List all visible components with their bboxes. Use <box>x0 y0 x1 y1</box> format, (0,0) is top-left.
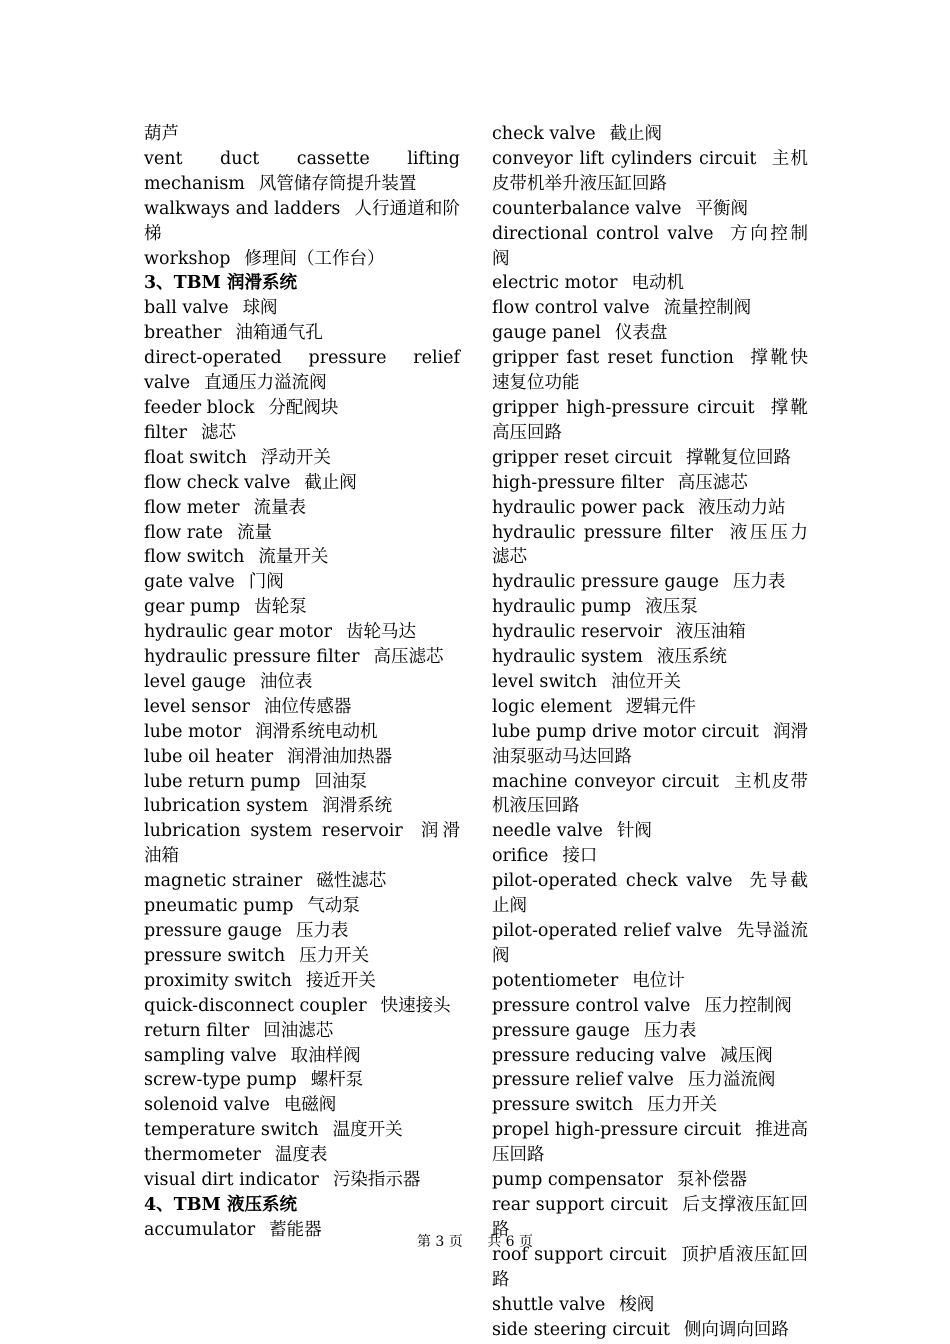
term-chinese: 润滑油加热器 <box>287 746 393 767</box>
term-chinese: 齿轮马达 <box>345 622 416 643</box>
term-chinese: 压力表 <box>643 1020 697 1041</box>
term-english: temperature switch <box>144 1120 319 1141</box>
term-english: electric motor <box>492 273 618 294</box>
term-chinese: 接近开关 <box>305 970 376 991</box>
glossary-entry <box>492 620 808 645</box>
glossary-entry <box>492 844 808 869</box>
term-chinese: 回油滤芯 <box>263 1020 334 1041</box>
term-english: side steering circuit <box>492 1319 670 1340</box>
term-english: hydraulic pressure filter <box>492 522 713 543</box>
term-chinese: 液压泵 <box>645 597 698 618</box>
glossary-entry <box>144 147 460 197</box>
glossary-entry <box>492 1118 808 1168</box>
term-chinese: 润滑系统 <box>322 796 393 817</box>
glossary-entry <box>492 147 808 197</box>
term-chinese: 门阀 <box>248 572 284 593</box>
term-chinese: 逻辑元件 <box>625 696 696 717</box>
glossary-entry <box>144 819 460 869</box>
term-chinese: 取油样阀 <box>290 1045 361 1066</box>
term-chinese: 流量控制阀 <box>663 298 752 319</box>
term-english: direct-operated pressure relief valve <box>144 348 460 394</box>
glossary-entry <box>492 396 808 446</box>
glossary-entry <box>492 670 808 695</box>
glossary-entry <box>492 994 808 1019</box>
term-english: pressure reducing valve <box>492 1045 707 1066</box>
term-english: flow rate <box>144 522 223 543</box>
term-english: pressure switch <box>144 945 286 966</box>
term-english: machine conveyor circuit <box>492 771 720 792</box>
term-chinese: 针阀 <box>616 821 652 842</box>
term-english: hydraulic reservoir <box>492 622 662 643</box>
glossary-entry <box>492 819 808 844</box>
glossary-entry <box>492 446 808 471</box>
term-chinese: 流量 <box>236 522 272 543</box>
term-chinese: 液压动力站 <box>698 497 786 518</box>
glossary-entry <box>492 1168 808 1193</box>
page-footer <box>0 1231 950 1251</box>
page-total: 共 6 页 <box>487 1234 534 1250</box>
glossary-entry <box>144 247 460 272</box>
term-english: directional control valve <box>492 223 714 244</box>
term-chinese: 撑靴复位回路 <box>685 447 791 468</box>
term-english: walkways and ladders <box>144 198 341 219</box>
glossary-entry <box>492 595 808 620</box>
term-english: orifice <box>492 846 549 867</box>
term-english: gate valve <box>144 572 235 593</box>
term-chinese: 截止阀 <box>609 124 663 144</box>
term-chinese: 压力控制阀 <box>704 995 792 1016</box>
glossary-entry <box>144 471 460 496</box>
term-chinese: 球阀 <box>242 298 278 319</box>
term-english: flow control valve <box>492 298 650 319</box>
term-chinese: 污染指示器 <box>332 1170 421 1191</box>
term-chinese: 减压阀 <box>720 1045 773 1066</box>
term-english: thermometer <box>144 1145 261 1166</box>
term-chinese: 平衡阀 <box>695 198 748 219</box>
term-english: roof support circuit <box>492 1244 667 1265</box>
term-english: hydraulic power pack <box>492 497 685 518</box>
glossary-entry <box>492 222 808 272</box>
glossary-entry <box>144 1093 460 1118</box>
term-english: shuttle valve <box>492 1294 606 1315</box>
term-chinese: 流量表 <box>253 497 306 518</box>
term-chinese: 润滑油泵驱动马达回路 <box>492 721 809 767</box>
term-chinese: 液压油箱 <box>675 622 746 643</box>
glossary-entry <box>144 695 460 720</box>
term-chinese: 润滑系统电动机 <box>255 721 378 742</box>
term-english: magnetic strainer <box>144 871 303 892</box>
term-english: level gauge <box>144 671 246 692</box>
term-english: lube return pump <box>144 771 301 792</box>
glossary-entry <box>144 421 460 446</box>
term-chinese: 高压滤芯 <box>373 647 444 668</box>
term-chinese: 润滑油箱 <box>144 821 460 867</box>
glossary-entry <box>492 496 808 521</box>
term-english: hydraulic pressure filter <box>144 647 360 668</box>
term-english: hydraulic system <box>492 647 643 668</box>
glossary-entry <box>492 1293 808 1318</box>
term-english: gripper fast reset function <box>492 348 734 369</box>
term-english: lube pump drive motor circuit <box>492 721 759 742</box>
term-chinese: 侧向调向回路 <box>683 1319 789 1340</box>
term-english: high-pressure filter <box>492 472 664 493</box>
term-chinese: 推进高压回路 <box>492 1120 809 1166</box>
glossary-entry <box>492 1068 808 1093</box>
term-english: hydraulic pump <box>492 597 632 618</box>
glossary-entry <box>144 296 460 321</box>
term-chinese: 电位计 <box>632 970 685 991</box>
glossary-entry <box>144 620 460 645</box>
term-english: visual dirt indicator <box>144 1170 319 1191</box>
term-chinese: 葫芦 <box>144 124 179 144</box>
term-chinese: 梭阀 <box>619 1294 655 1315</box>
term-chinese: 螺杆泵 <box>310 1070 364 1091</box>
glossary-entry <box>144 496 460 521</box>
term-english: proximity switch <box>144 970 292 991</box>
glossary-entry <box>144 894 460 919</box>
glossary-entry <box>144 446 460 471</box>
term-chinese: 滤芯 <box>201 422 237 443</box>
term-english: gauge panel <box>492 323 601 344</box>
term-chinese: 主机皮带机液压回路 <box>492 771 808 817</box>
term-chinese: 先导溢流阀 <box>492 921 808 966</box>
term-english: lubrication system reservoir <box>144 821 403 842</box>
term-english: accumulator <box>144 1219 256 1240</box>
glossary-entry <box>144 1044 460 1069</box>
term-english: breather <box>144 323 222 344</box>
term-chinese: 泵补偿器 <box>676 1170 747 1191</box>
term-chinese: 流量开关 <box>258 547 329 568</box>
term-chinese: 修理间（工作台） <box>244 248 385 269</box>
term-chinese: 压力开关 <box>647 1095 718 1116</box>
term-chinese: 回油泵 <box>314 771 367 792</box>
glossary-entry <box>492 271 808 296</box>
term-chinese: 接口 <box>562 846 598 867</box>
term-chinese: 电磁阀 <box>283 1095 337 1116</box>
glossary-entry <box>492 346 808 396</box>
term-english: float switch <box>144 447 247 468</box>
glossary-entry <box>144 570 460 595</box>
term-chinese: 撑靴快速复位功能 <box>492 348 808 394</box>
term-english: level sensor <box>144 696 250 717</box>
term-chinese: 仪表盘 <box>614 323 668 344</box>
term-english: quick-disconnect coupler <box>144 995 367 1016</box>
glossary-entry <box>492 197 808 222</box>
glossary-entry <box>492 122 808 147</box>
glossary-entry <box>492 471 808 496</box>
term-chinese: 顶护盾液压缸回路 <box>492 1244 808 1290</box>
term-english: pressure gauge <box>492 1020 630 1041</box>
glossary-entry <box>492 770 808 820</box>
glossary-entry <box>144 1118 460 1143</box>
glossary-entry <box>144 944 460 969</box>
term-english: workshop <box>144 248 231 269</box>
term-chinese: 气动泵 <box>307 896 360 917</box>
term-chinese: 压力开关 <box>299 945 370 966</box>
term-chinese: 温度表 <box>274 1145 328 1166</box>
term-english: rear support circuit <box>492 1194 668 1215</box>
section-heading: 4、TBM 液压系统 <box>144 1194 297 1215</box>
glossary-entry <box>492 1093 808 1118</box>
term-english: return filter <box>144 1020 250 1041</box>
glossary-entry <box>144 794 460 819</box>
term-english: flow check valve <box>144 472 291 493</box>
term-chinese: 浮动开关 <box>260 447 331 468</box>
term-english: pressure control valve <box>492 995 691 1016</box>
term-chinese: 分配阀块 <box>268 397 339 418</box>
term-english: hydraulic gear motor <box>144 622 332 643</box>
glossary-entry <box>492 869 808 919</box>
page-number: 第 3 页 <box>416 1234 463 1250</box>
term-chinese: 磁性滤芯 <box>316 871 387 892</box>
glossary-entry <box>144 321 460 346</box>
term-chinese: 风管储存筒提升装置 <box>258 173 417 194</box>
term-chinese: 油位传感器 <box>263 696 352 717</box>
term-chinese: 直通压力溢流阀 <box>204 373 327 394</box>
glossary-entry <box>492 296 808 321</box>
term-english: gripper high-pressure circuit <box>492 397 755 418</box>
term-english: lube oil heater <box>144 746 274 767</box>
term-chinese: 截止阀 <box>304 472 357 493</box>
glossary-entry <box>144 545 460 570</box>
term-english: counterbalance valve <box>492 198 682 219</box>
term-chinese: 人行通道和阶梯 <box>144 198 460 244</box>
glossary-entry <box>144 396 460 421</box>
term-chinese: 油位开关 <box>611 671 682 692</box>
term-english: solenoid valve <box>144 1095 270 1116</box>
glossary-entry <box>492 720 808 770</box>
glossary-entry <box>144 645 460 670</box>
glossary-column-right <box>492 122 808 1342</box>
term-english: gear pump <box>144 597 241 618</box>
term-chinese: 压力表 <box>732 572 786 593</box>
glossary-entry <box>144 919 460 944</box>
glossary-entry <box>492 969 808 994</box>
term-chinese: 液压系统 <box>656 647 727 668</box>
glossary-entry <box>492 521 808 571</box>
term-english: conveyor lift cylinders circuit <box>492 148 757 169</box>
term-english: feeder block <box>144 397 255 418</box>
term-english: propel high-pressure circuit <box>492 1120 742 1141</box>
glossary-entry <box>144 670 460 695</box>
term-chinese: 先导截止阀 <box>492 871 809 917</box>
glossary-entry <box>144 720 460 745</box>
term-english: hydraulic pressure gauge <box>492 572 719 593</box>
term-english: sampling valve <box>144 1045 277 1066</box>
term-chinese: 压力表 <box>295 921 349 941</box>
glossary-entry <box>144 122 460 147</box>
glossary-entry <box>492 695 808 720</box>
glossary-entry <box>492 321 808 346</box>
term-english: pump compensator <box>492 1170 663 1191</box>
term-chinese: 蓄能器 <box>269 1219 322 1240</box>
glossary-entry <box>492 645 808 670</box>
glossary-entry <box>144 595 460 620</box>
term-english: pressure gauge <box>144 921 282 941</box>
term-english: filter <box>144 422 188 443</box>
glossary-entry <box>144 1019 460 1044</box>
term-english: pressure switch <box>492 1095 634 1116</box>
glossary-entry <box>492 1318 808 1343</box>
term-english: check valve <box>492 124 596 144</box>
glossary-entry <box>144 197 460 247</box>
glossary-entry <box>144 346 460 396</box>
glossary-entry <box>144 770 460 795</box>
term-english: pilot-operated relief valve <box>492 921 723 941</box>
term-chinese: 齿轮泵 <box>254 597 307 618</box>
term-chinese: 压力溢流阀 <box>687 1070 776 1091</box>
term-english: needle valve <box>492 821 603 842</box>
term-english: lubrication system <box>144 796 309 817</box>
glossary-entry <box>492 1044 808 1069</box>
glossary-entry <box>144 969 460 994</box>
term-chinese: 方向控制阀 <box>492 223 809 269</box>
term-chinese: 主机皮带机举升液压缸回路 <box>492 148 808 194</box>
term-chinese: 液压压力滤芯 <box>492 522 808 568</box>
glossary-entry <box>492 570 808 595</box>
term-english: flow switch <box>144 547 245 568</box>
term-chinese: 后支撑液压缸回路 <box>492 1194 809 1240</box>
term-chinese: 温度开关 <box>332 1120 403 1141</box>
term-english: screw-type pump <box>144 1070 297 1091</box>
glossary-entry <box>144 1168 460 1193</box>
glossary-entry <box>144 994 460 1019</box>
term-english: logic element <box>492 696 612 717</box>
glossary-entry <box>492 1019 808 1044</box>
term-english: flow meter <box>144 497 240 518</box>
term-chinese: 撑靴高压回路 <box>492 397 809 443</box>
term-english: vent duct cassette lifting mechanism <box>144 148 460 194</box>
term-english: ball valve <box>144 298 229 319</box>
glossary-entry <box>144 745 460 770</box>
glossary-column-left <box>144 122 460 1243</box>
term-english: pilot-operated check valve <box>492 871 733 892</box>
glossary-entry <box>144 1143 460 1168</box>
glossary-entry <box>144 521 460 546</box>
term-chinese: 快速接头 <box>380 995 451 1016</box>
term-english: lube motor <box>144 721 242 742</box>
glossary-entry <box>144 869 460 894</box>
section-heading: 3、TBM 润滑系统 <box>144 273 297 294</box>
term-chinese: 电动机 <box>631 273 685 294</box>
term-english: pressure relief valve <box>492 1070 674 1091</box>
term-chinese: 油位表 <box>259 671 313 692</box>
glossary-entry <box>492 919 808 969</box>
term-english: gripper reset circuit <box>492 447 672 468</box>
term-english: potentiometer <box>492 970 619 991</box>
glossary-entry <box>144 1068 460 1093</box>
term-english: level switch <box>492 671 598 692</box>
term-english: pneumatic pump <box>144 896 294 917</box>
term-chinese: 高压滤芯 <box>677 472 748 493</box>
term-chinese: 油箱通气孔 <box>235 323 323 344</box>
